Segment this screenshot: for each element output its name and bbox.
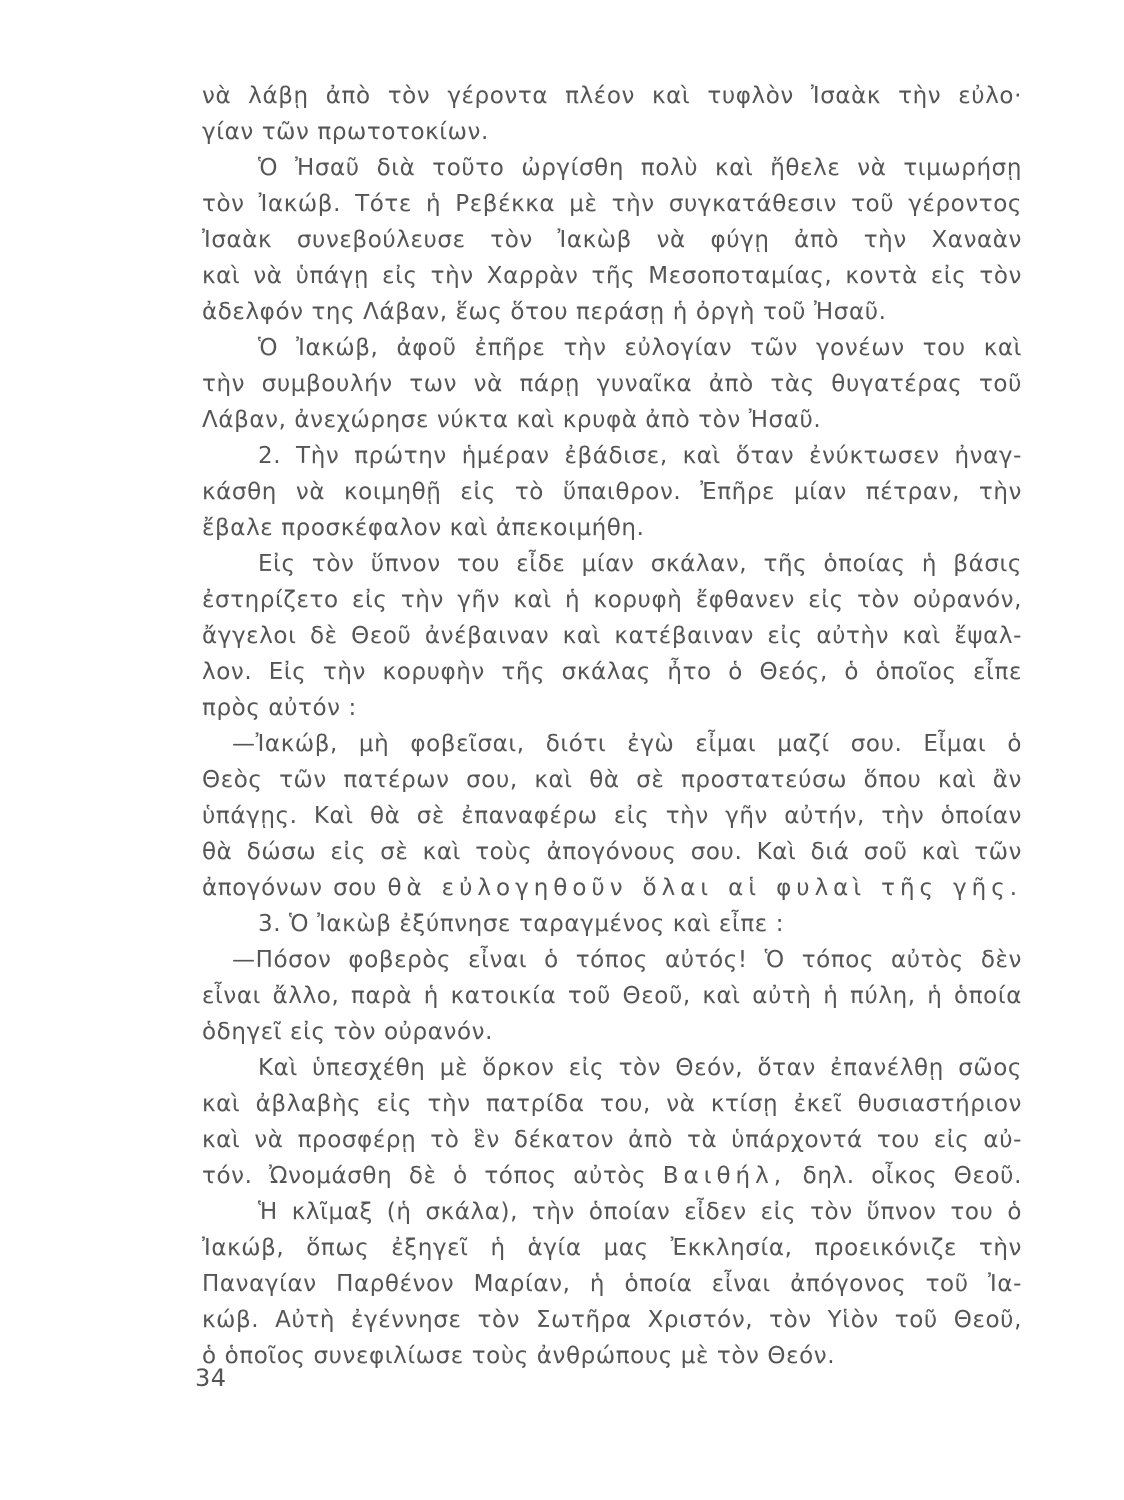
text-segment: δηλ. οἶκος Θεοῦ. xyxy=(802,1163,1022,1189)
text-line: γίαν τῶν πρωτοτοκίων. xyxy=(202,119,489,145)
text-line: ὑπάγῃς. Καὶ θὰ σὲ ἐπαναφέρω εἰς τὴν γῆν αὐτήν, τὴν ὁποίαν xyxy=(202,803,1022,829)
text-line: εἶναι ἄλλο, παρὰ ἡ κατοικία τοῦ Θεοῦ, καὶ αὐτὴ ἡ πύλη, ἡ ὁποία xyxy=(202,983,1022,1009)
text-line: ὁ ὁποῖος συνεφιλίωσε τοὺς ἀνθρώπους μὲ τὸν Θεόν. xyxy=(202,1343,836,1369)
text-line: 3. Ὁ Ἰακὼβ ἐξύπνησε ταραγμένος καὶ εἶπε : xyxy=(258,911,785,937)
text-line: καὶ νὰ προσφέρῃ τὸ ἓν δέκατον ἀπὸ τὰ ὑπάρχοντά του εἰς αὐ- xyxy=(202,1127,1022,1153)
text-line: Καὶ ὑπεσχέθη μὲ ὅρκον εἰς τὸν Θεόν, ὅταν ἐπανέλθῃ σῶος xyxy=(258,1055,1022,1081)
text-line xyxy=(202,1158,1022,1194)
text-line: κάσθη νὰ κοιμηθῇ εἰς τὸ ὕπαιθρον. Ἐπῆρε μίαν πέτραν, τὴν xyxy=(202,479,1022,505)
text-line: ἀδελφόν της Λάβαν, ἕως ὅτου περάσῃ ἡ ὀργὴ τοῦ Ἠσαῦ. xyxy=(202,299,887,325)
text-line: Ἡ κλῖμαξ (ἡ σκάλα), τὴν ὁποίαν εἶδεν εἰς τὸν ὕπνον του ὁ xyxy=(258,1199,1022,1225)
text-line: καὶ νὰ ὑπάγῃ εἰς τὴν Χαρρὰν τῆς Μεσοποταμίας, κοντὰ εἰς τὸν xyxy=(202,263,1022,289)
emphasized-text: Βαιθήλ, xyxy=(662,1163,787,1189)
text-line: Ἰακώβ, ὅπως ἐξηγεῖ ἡ ἁγία μας Ἐκκλησία, προεικόνιζε τὴν xyxy=(202,1235,1022,1261)
emphasized-text: θὰ εὐλογηθοῦν ὅλαι αἱ φυλαὶ τῆς γῆς. xyxy=(387,875,1022,901)
text-line: Παναγίαν Παρθένον Μαρίαν, ἡ ὁποία εἶναι ἀπόγονος τοῦ Ἰα- xyxy=(202,1271,1022,1297)
text-line: τὸν Ἰακώβ. Τότε ἡ Ρεβέκκα μὲ τὴν συγκατάθεσιν τοῦ γέροντος xyxy=(202,191,1022,217)
text-line: Ὁ Ἰακώβ, ἀφοῦ ἐπῆρε τὴν εὐλογίαν τῶν γονέων του καὶ xyxy=(258,335,1022,361)
text-line: καὶ ἀβλαβὴς εἰς τὴν πατρίδα του, νὰ κτίσῃ ἐκεῖ θυσιαστήριον xyxy=(202,1091,1022,1117)
text-line: 2. Τὴν πρώτην ἡμέραν ἐβάδισε, καὶ ὅταν ἐνύκτωσεν ἠναγ- xyxy=(258,443,1022,469)
text-line: κώβ. Αὐτὴ ἐγέννησε τὸν Σωτῆρα Χριστόν, τὸν Υἱὸν τοῦ Θεοῦ, xyxy=(202,1307,1022,1333)
text-line: τὴν συμβουλήν των νὰ πάρῃ γυναῖκα ἀπὸ τὰς θυγατέρας τοῦ xyxy=(202,371,1022,397)
text-line: —Ἰακώβ, μὴ φοβεῖσαι, διότι ἐγὼ εἶμαι μαζί σου. Εἶμαι ὁ xyxy=(232,731,1022,757)
text-line: λον. Εἰς τὴν κορυφὴν τῆς σκάλας ἦτο ὁ Θεός, ὁ ὁποῖος εἶπε xyxy=(202,659,1022,685)
text-line: —Πόσον φοβερὸς εἶναι ὁ τόπος αὐτός! Ὁ τόπος αὐτὸς δὲν xyxy=(232,947,1022,973)
text-line: νὰ λάβῃ ἀπὸ τὸν γέροντα πλέον καὶ τυφλὸν Ἰσαὰκ τὴν εὐλο· xyxy=(202,83,1022,109)
text-segment: τόν. Ὠνομάσθη δὲ ὁ τόπος αὐτὸς xyxy=(202,1163,647,1189)
page-number: 34 xyxy=(195,1364,227,1392)
text-line: ὁδηγεῖ εἰς τὸν οὐρανόν. xyxy=(202,1019,493,1045)
text-line: Λάβαν, ἀνεχώρησε νύκτα καὶ κρυφὰ ἀπὸ τὸν Ἠσαῦ. xyxy=(202,407,822,433)
text-line: θὰ δώσω εἰς σὲ καὶ τοὺς ἀπογόνους σου. Καὶ διά σοῦ καὶ τῶν xyxy=(202,839,1022,865)
text-line: ἔβαλε προσκέφαλον καὶ ἀπεκοιμήθη. xyxy=(202,515,645,541)
text-line: Θεὸς τῶν πατέρων σου, καὶ θὰ σὲ προστατεύσω ὅπου καὶ ἂν xyxy=(202,767,1022,793)
text-line: ἄγγελοι δὲ Θεοῦ ἀνέβαιναν καὶ κατέβαιναν εἰς αὐτὴν καὶ ἔψαλ- xyxy=(202,623,1022,649)
text-line: πρὸς αὐτόν : xyxy=(202,695,357,721)
text-line: ἐστηρίζετο εἰς τὴν γῆν καὶ ἡ κορυφὴ ἔφθανεν εἰς τὸν οὐρανόν, xyxy=(202,587,1022,613)
text-line: Εἰς τὸν ὕπνον του εἶδε μίαν σκάλαν, τῆς ὁποίας ἡ βάσις xyxy=(258,551,1022,577)
text-line xyxy=(202,870,1022,906)
text-line: Ὁ Ἠσαῦ διὰ τοῦτο ὠργίσθη πολὺ καὶ ἤθελε νὰ τιμωρήσῃ xyxy=(258,155,1022,181)
text-segment: ἀπογόνων σου xyxy=(202,875,377,901)
text-line: Ἰσαὰκ συνεβούλευσε τὸν Ἰακὼβ νὰ φύγῃ ἀπὸ τὴν Χαναὰν xyxy=(202,227,1022,253)
